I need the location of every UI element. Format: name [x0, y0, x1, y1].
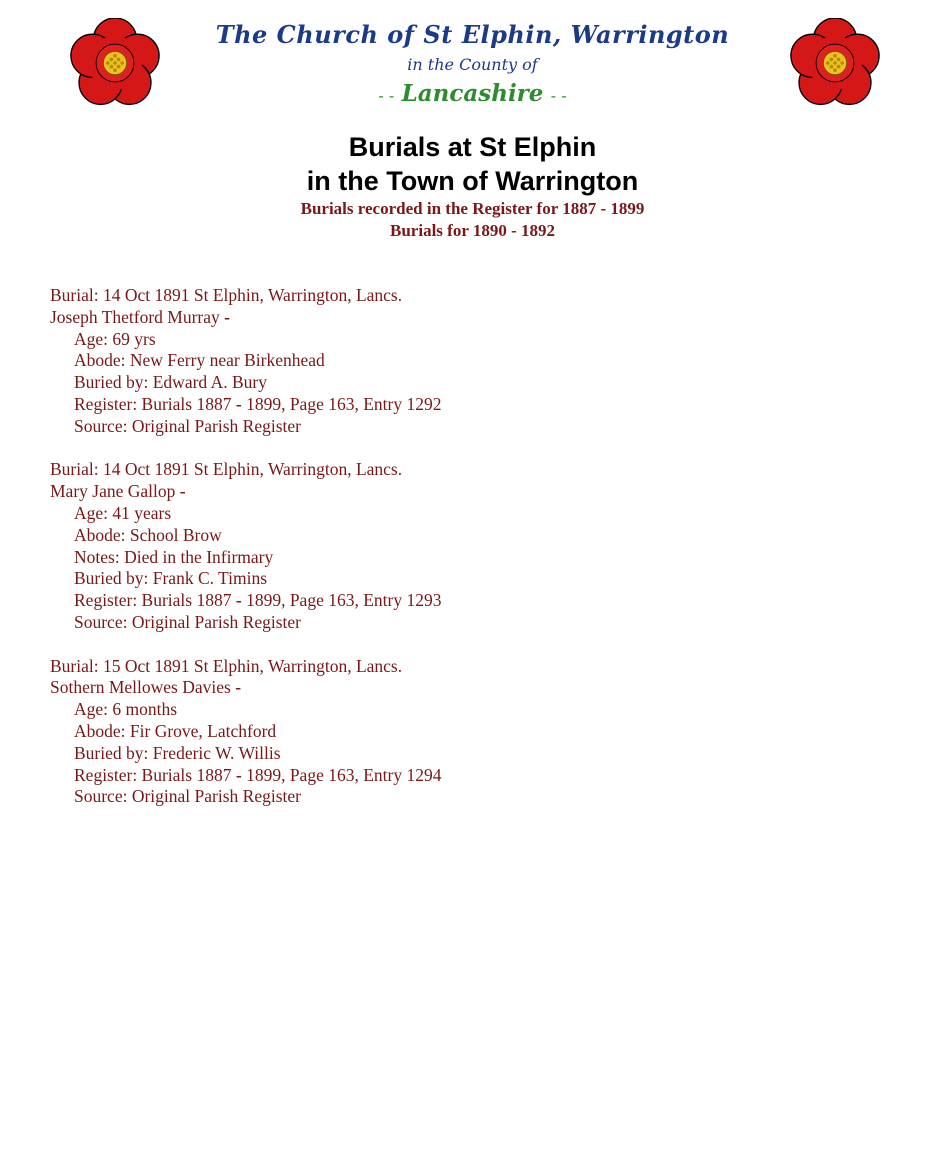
register-start: Register: Burials 1887 — [74, 393, 232, 414]
register-dash: - — [235, 393, 242, 414]
name-dash: - — [224, 306, 230, 327]
burial-date-place: Burial: 14 Oct 1891 St Elphin, Warrington, Lancs. — [50, 459, 403, 480]
abode: Abode: New Ferry near Birkenhead — [74, 350, 325, 371]
page-range-subtitle: Burials for 1890 - 1892 — [390, 221, 555, 240]
source: Source: Original Parish Register — [74, 611, 301, 632]
county-name: Lancashire — [401, 80, 544, 107]
deceased-name: Sothern Mellowes Davies — [50, 677, 231, 698]
county-dash-right: - - — [550, 86, 567, 105]
age: Age: 69 yrs — [74, 328, 156, 349]
abode: Abode: Fir Grove, Latchford — [74, 720, 277, 741]
abode: Abode: School Brow — [74, 524, 222, 545]
register-reference — [50, 394, 910, 416]
deceased-name-line — [50, 307, 910, 329]
burial-date-place: Burial: 14 Oct 1891 St Elphin, Warrington, Lancs. — [50, 285, 403, 305]
title-block — [0, 130, 945, 242]
deceased-name-line — [50, 677, 910, 699]
register-dash: - — [235, 590, 242, 611]
register-reference — [50, 590, 910, 612]
deceased-name-line — [50, 481, 910, 503]
register-dash: - — [235, 764, 242, 785]
deceased-name: Joseph Thetford Murray — [50, 306, 220, 327]
register-start: Register: Burials 1887 — [74, 764, 232, 785]
page-title-line2: in the Town of Warrington — [306, 166, 639, 196]
register-start: Register: Burials 1887 — [74, 590, 232, 611]
burial-entry — [50, 285, 910, 438]
register-end: 1899, Page 163, Entry 1294 — [246, 764, 442, 785]
age: Age: 6 months — [74, 699, 178, 720]
burial-entry — [50, 656, 910, 809]
source: Source: Original Parish Register — [74, 415, 301, 436]
masthead — [0, 18, 945, 112]
source: Source: Original Parish Register — [74, 786, 301, 807]
buried-by: Buried by: Frank C. Timins — [74, 568, 268, 589]
county-dash-left: - - — [378, 86, 395, 105]
register-reference — [50, 765, 910, 787]
burial-entry — [50, 459, 910, 633]
buried-by: Buried by: Frederic W. Willis — [74, 742, 281, 763]
county-name-line — [0, 78, 945, 112]
burial-entries — [50, 285, 910, 830]
register-end: 1899, Page 163, Entry 1292 — [246, 393, 442, 414]
buried-by: Buried by: Edward A. Bury — [74, 372, 267, 393]
register-end: 1899, Page 163, Entry 1293 — [246, 590, 442, 611]
burial-date-place: Burial: 15 Oct 1891 St Elphin, Warrington, Lancs. — [50, 655, 403, 676]
age: Age: 41 years — [74, 502, 172, 523]
church-name: The Church of St Elphin, Warrington — [215, 20, 730, 49]
name-dash: - — [179, 481, 186, 502]
county-intro: in the County of — [407, 55, 538, 74]
register-range-subtitle: Burials recorded in the Register for 1887 - 1899 — [300, 199, 645, 218]
name-dash: - — [235, 677, 242, 698]
page-title-line1: Burials at St Elphin — [348, 132, 597, 162]
deceased-name: Mary Jane Gallop — [50, 481, 176, 502]
notes: Notes: Died in the Infirmary — [74, 546, 274, 567]
